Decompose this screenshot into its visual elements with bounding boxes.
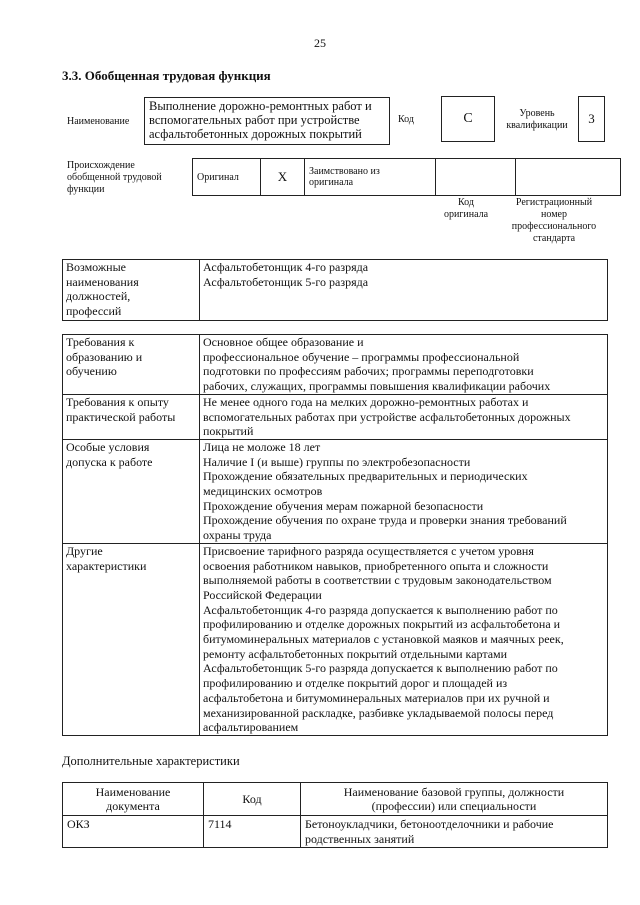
other-line: Российской Федерации: [203, 587, 322, 602]
requirements-row-education: [63, 335, 607, 394]
education-label: [63, 335, 200, 394]
other-line: Асфальтобетонщик 4-го разряда допускается к выполнению работ по: [203, 602, 558, 617]
code-original-caption: [430, 197, 502, 221]
other-label-line: характеристики: [66, 558, 147, 573]
other-line: выполняемой работы в соответствии с трудовым законодательством: [203, 573, 552, 588]
education-line: рабочих, служащих, программы повышения квалификации рабочих: [203, 379, 551, 394]
page-number: 25: [314, 36, 326, 50]
additional-table: [62, 782, 608, 848]
education-line: Основное общее образование и: [203, 335, 364, 349]
conditions-label-line: Особые условия: [66, 439, 150, 454]
level-label-line: Уровень: [519, 108, 555, 119]
header-group-line: (профессии) или специальности: [371, 799, 537, 813]
experience-label-line: Требования к опыту: [66, 394, 169, 409]
experience-line: Не менее одного года на мелких дорожно-ремонтных работах и: [203, 394, 529, 409]
code-value: С: [441, 96, 495, 142]
code-original-line: Код: [458, 197, 474, 208]
code-original-line: оригинала: [443, 209, 489, 220]
conditions-line: охраны труда: [203, 528, 272, 543]
other-line: профилированию и отделке покрытий дорог и площадей из: [203, 676, 508, 691]
education-label-line: Требования к: [66, 335, 135, 349]
other-line: асфальтобетона и битумоминеральных материалов при их ручной и: [203, 690, 550, 705]
original-label: Оригинал: [193, 159, 261, 196]
other-line: Присвоение тарифного разряда осуществляется с учетом уровня: [203, 543, 534, 558]
reg-number-line: профессионального: [511, 221, 597, 232]
table-row: [63, 816, 608, 848]
requirements-table: [62, 334, 608, 736]
other-line: битумоминеральных материалов с установкой маяков и маячных реек,: [203, 632, 564, 647]
other-line: ремонту асфальтобетонных покрытий отдельными картами: [203, 646, 508, 661]
other-label: [63, 543, 200, 735]
row-group-line: родственных занятий: [305, 831, 415, 846]
function-name-line: асфальтобетонных дорожных покрытий: [149, 127, 362, 141]
positions-values: [200, 260, 608, 320]
row-code: 7114: [204, 816, 301, 848]
education-text: [200, 335, 608, 394]
experience-label: [63, 394, 200, 439]
requirements-row-experience: [63, 394, 607, 439]
other-text: [200, 543, 608, 735]
origin-label-line: функции: [67, 184, 105, 195]
origin-label: [67, 160, 162, 196]
conditions-label: [63, 439, 200, 543]
conditions-line: Прохождение обучения мерам пожарной безопасности: [203, 498, 484, 513]
education-line: профессиональное обучение – программы профессиональной: [203, 349, 520, 364]
header-document-line: Наименование: [95, 784, 171, 799]
origin-table: [192, 158, 621, 196]
positions-label-line: наименования: [66, 274, 139, 289]
conditions-line: медицинских осмотров: [203, 484, 323, 499]
code-label: Код: [398, 114, 414, 125]
origin-label-line: Происхождение: [67, 160, 135, 171]
header-group-name: [301, 783, 608, 816]
positions-label-line: Возможные: [66, 260, 126, 274]
function-name-line: вспомогательных работ при устройстве: [149, 113, 360, 127]
level-label-line: квалификации: [506, 120, 568, 131]
borrowed-label: [305, 159, 436, 196]
conditions-line: Лица не моложе 18 лет: [203, 439, 321, 454]
positions-label: [63, 260, 200, 320]
other-label-line: Другие: [66, 543, 103, 558]
level-value: 3: [578, 96, 605, 142]
conditions-line: Прохождение обязательных предварительных и периодических: [203, 469, 528, 484]
additional-title: Дополнительные характеристики: [62, 754, 240, 768]
additional-header-row: [63, 783, 608, 816]
conditions-line: Прохождение обучения по охране труда и проверки знания требований: [203, 513, 567, 528]
row-group-line: Бетоноукладчики, бетоноотделочники и рабочие: [305, 817, 554, 831]
borrowed-label-line: Заимствовано из: [309, 166, 380, 177]
header-document-line: документа: [106, 799, 160, 813]
conditions-line: Наличие I (и выше) группы по электробезопасности: [203, 454, 471, 469]
row-group-name: [301, 816, 608, 848]
other-line: освоения работником навыков, приобретенного опыта и сложности: [203, 558, 549, 573]
education-label-line: образованию и: [66, 349, 143, 364]
header-document: [63, 783, 204, 816]
experience-line: покрытий: [203, 424, 254, 439]
experience-line: вспомогательных работах при устройстве асфальтобетонных дорожных: [203, 409, 571, 424]
other-line: Асфальтобетонщик 5-го разряда допускается к выполнению работ по: [203, 661, 558, 676]
reg-number-caption: [502, 197, 606, 245]
education-line: подготовки по профессиям рабочих; программы переподготовки: [203, 364, 534, 379]
original-mark: X: [261, 159, 305, 196]
borrowed-label-line: оригинала: [309, 177, 354, 188]
experience-text: [200, 394, 608, 439]
position-item: Асфальтобетонщик 4-го разряда: [203, 260, 369, 274]
function-name-box: [144, 97, 390, 145]
conditions-label-line: допуска к работе: [66, 454, 153, 469]
name-label: Наименование: [67, 116, 130, 127]
positions-table: [62, 259, 608, 321]
reg-number-line: Регистрационный: [515, 197, 593, 208]
reg-number-line: номер: [541, 209, 567, 220]
section-title: 3.3. Обобщенная трудовая функция: [62, 68, 271, 83]
requirements-row-other: [63, 543, 607, 735]
experience-label-line: практической работы: [66, 409, 176, 424]
header-code: Код: [204, 783, 301, 816]
other-line: асфальтированием: [203, 720, 299, 735]
code-original-cell: [436, 159, 516, 196]
education-label-line: обучению: [66, 364, 117, 379]
other-line: механизированной раскладке, разбивке укладываемой полосы перед: [203, 705, 554, 720]
row-document: ОКЗ: [63, 816, 204, 848]
function-name-line: Выполнение дорожно-ремонтных работ и: [149, 99, 372, 113]
origin-label-line: обобщенной трудовой: [67, 172, 162, 183]
reg-number-cell: [516, 159, 621, 196]
level-label: [500, 108, 574, 132]
header-group-line: Наименование базовой группы, должности: [343, 784, 565, 799]
position-item: Асфальтобетонщик 5-го разряда: [203, 274, 369, 289]
positions-label-line: профессий: [66, 304, 122, 319]
conditions-text: [200, 439, 608, 543]
requirements-row-conditions: [63, 439, 607, 543]
positions-label-line: должностей,: [66, 289, 131, 304]
reg-number-line: стандарта: [532, 233, 576, 244]
other-line: профилированию и отделке дорожных покрытий из асфальтобетона и: [203, 617, 561, 632]
